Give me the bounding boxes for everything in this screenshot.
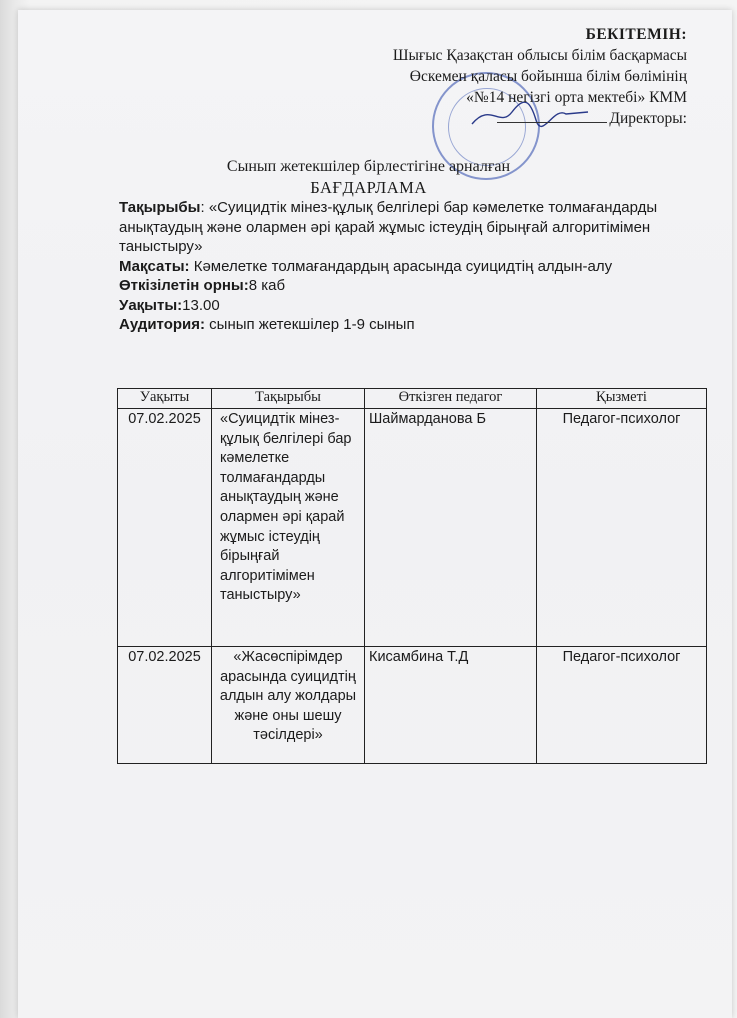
header-time: Уақыты xyxy=(118,389,212,409)
header-role: Қызметі xyxy=(537,389,707,409)
heading-title: БАҒДАРЛАМА xyxy=(310,178,427,197)
audience-label: Аудитория: xyxy=(119,316,205,333)
cell-topic: «Суицидтік мінез-құлық белгілері бар кәмелетке толмағандарды анықтаудың және олармен әрі қарай жұмыс істеудің бірыңғай алгоритімімен таныстыру» xyxy=(212,409,365,647)
topic-text: : «Суицидтік мінез-құлық белгілері бар кәмелетке толмағандарды анықтаудың және олармен әрі қарай жұмыс істеудің бірыңғай алгоритімімен таныстыру» xyxy=(119,199,658,255)
signature-line xyxy=(497,122,607,123)
cell-role: Педагог-психолог xyxy=(537,647,707,764)
approval-line-1: Шығыс Қазақстан облысы білім басқармасы xyxy=(392,47,687,64)
table-row xyxy=(118,409,707,647)
info-topic xyxy=(119,198,709,257)
goal-text: Кәмелетке толмағандардың арасында суицидтің алдын-алу xyxy=(189,257,613,275)
table-row xyxy=(118,647,707,764)
info-audience xyxy=(119,315,709,335)
cell-topic: «Жасөспірімдер арасында суицидтің алдын алу жолдары және оны шешу тәсілдері» xyxy=(212,647,365,764)
time-text: 13.00 xyxy=(182,296,220,314)
approval-block xyxy=(393,24,687,129)
cell-date: 07.02.2025 xyxy=(118,647,212,764)
header-topic: Тақырыбы xyxy=(212,389,365,409)
table-header-row xyxy=(118,389,707,409)
schedule-table xyxy=(117,388,707,764)
approval-line-2: Өскемен қаласы бойынша білім бөлімінің xyxy=(409,68,687,85)
program-info xyxy=(119,198,709,335)
approval-signature-row xyxy=(393,108,687,129)
cell-role: Педагог-психолог xyxy=(537,409,707,647)
place-label: Өткізілетін орны: xyxy=(119,277,249,294)
cell-teacher: Шаймарданова Б xyxy=(365,409,537,647)
heading-subtitle: Сынып жетекшілер бірлестігіне арналған xyxy=(226,158,511,175)
time-label: Уақыты: xyxy=(119,296,183,314)
approval-title: БЕКІТЕМІН: xyxy=(585,26,687,43)
approval-line-3: «№14 негізгі орта мектебі» КММ xyxy=(466,89,687,106)
audience-text: сынып жетекшілер 1-9 сынып xyxy=(205,316,415,333)
info-goal xyxy=(119,257,709,277)
topic-label: Тақырыбы xyxy=(119,199,201,216)
header-teacher: Өткізген педагог xyxy=(365,389,537,409)
cell-date: 07.02.2025 xyxy=(118,409,212,647)
cell-teacher: Кисамбина Т.Д xyxy=(365,647,537,764)
place-text: 8 каб xyxy=(248,277,286,294)
goal-label: Мақсаты: xyxy=(119,257,190,275)
info-place xyxy=(119,276,709,296)
approval-line-4: Директоры: xyxy=(609,110,687,127)
info-time xyxy=(119,296,709,316)
